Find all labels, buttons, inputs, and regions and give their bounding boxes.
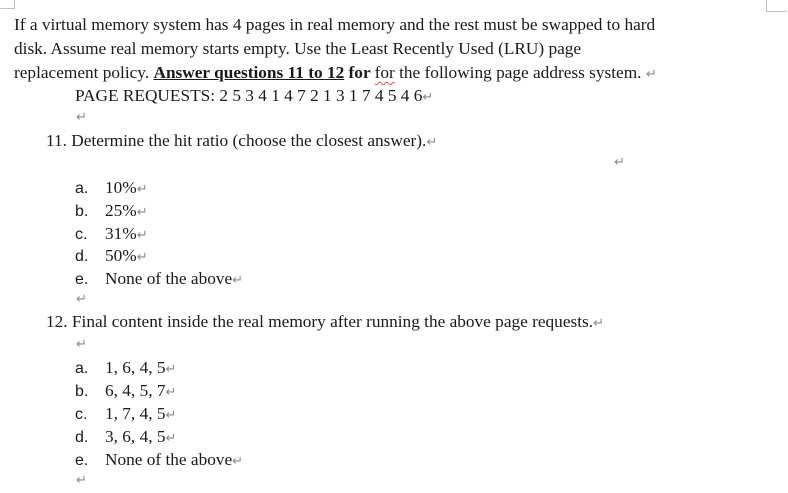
paragraph-mark-icon: ↵ [645,67,657,82]
option-letter: b. [75,383,89,400]
option-text: 31% [105,224,137,243]
q11-option-d [75,246,148,268]
q12-option-d [75,427,176,449]
question-12-text: 12. Final content inside the real memory after running the above page requests. [46,312,594,331]
paragraph-mark-icon: ↵ [165,362,177,377]
option-text: 6, 4, 5, 7 [105,381,166,400]
paragraph-mark-icon: ↵ [76,337,87,352]
q12-option-c [75,404,176,426]
option-text: None of the above [105,269,233,288]
paragraph-mark-icon: ↵ [136,250,148,265]
paragraph-mark-icon: ↵ [426,135,438,150]
paragraph-mark-icon: ↵ [165,408,177,423]
option-text: 25% [105,201,137,220]
paragraph-mark-icon: ↵ [136,228,148,243]
question-11 [46,131,437,153]
paragraph-mark-icon: ↵ [136,182,148,197]
question-11-text: 11. Determine the hit ratio (choose the closest answer). [46,131,427,150]
paragraph-mark-icon: ↵ [76,110,87,125]
paragraph-mark-icon: ↵ [165,385,177,400]
q12-option-b [75,381,176,403]
option-letter: a. [75,180,89,197]
q11-option-c [75,224,148,246]
intro-line-1 [14,15,655,35]
paragraph-mark-icon: ↵ [232,454,244,469]
page-requests-line [75,86,433,108]
option-letter: b. [75,203,89,220]
q11-option-a [75,178,148,200]
q12-option-a [75,358,176,380]
paragraph-mark-icon: ↵ [232,273,244,288]
option-text: 1, 7, 4, 5 [105,404,166,423]
option-text: 50% [105,246,137,265]
intro-line-2 [14,39,581,59]
option-letter: a. [75,360,89,377]
option-letter: c. [75,406,88,423]
option-letter: d. [75,248,89,265]
q11-option-b [75,201,148,223]
bold-for-text: for [344,63,375,82]
option-text: 3, 6, 4, 5 [105,427,166,446]
paragraph-mark-icon: ↵ [76,473,87,488]
paragraph-mark-icon: ↵ [76,292,87,307]
crop-mark-top-right [766,0,787,12]
intro-text-2: disk. Assume real memory starts empty. Use the Least Recently Used (LRU) page [14,39,582,58]
intro-text-1: If a virtual memory system has 4 pages in real memory and the rest must be swapped to hard [14,15,656,34]
option-text: None of the above [105,450,233,469]
option-letter: c. [75,226,88,243]
paragraph-mark-icon: ↵ [593,316,604,331]
answer-questions-text: Answer questions 11 to 12 [153,63,345,82]
option-text: 1, 6, 4, 5 [105,358,166,377]
intro-text-3e: the following page address system. [394,63,646,82]
question-12 [46,312,604,334]
option-letter: e. [75,271,89,288]
intro-text-3a: replacement policy. [14,63,154,82]
crop-mark-top-left [0,0,15,9]
paragraph-mark-icon: ↵ [165,431,177,446]
option-text: 10% [105,178,137,197]
q11-option-e [75,269,243,291]
q12-option-e [75,450,243,472]
page-requests-text: PAGE REQUESTS: 2 5 3 4 1 4 7 2 1 3 1 7 4 5 4 6 [75,86,423,105]
paragraph-mark-icon: ↵ [614,155,625,170]
option-letter: e. [75,452,89,469]
paragraph-mark-icon: ↵ [136,205,148,220]
paragraph-mark-icon: ↵ [422,90,434,105]
spellcheck-word[interactable]: for [374,63,395,82]
intro-line-3 [14,63,657,85]
option-letter: d. [75,429,89,446]
